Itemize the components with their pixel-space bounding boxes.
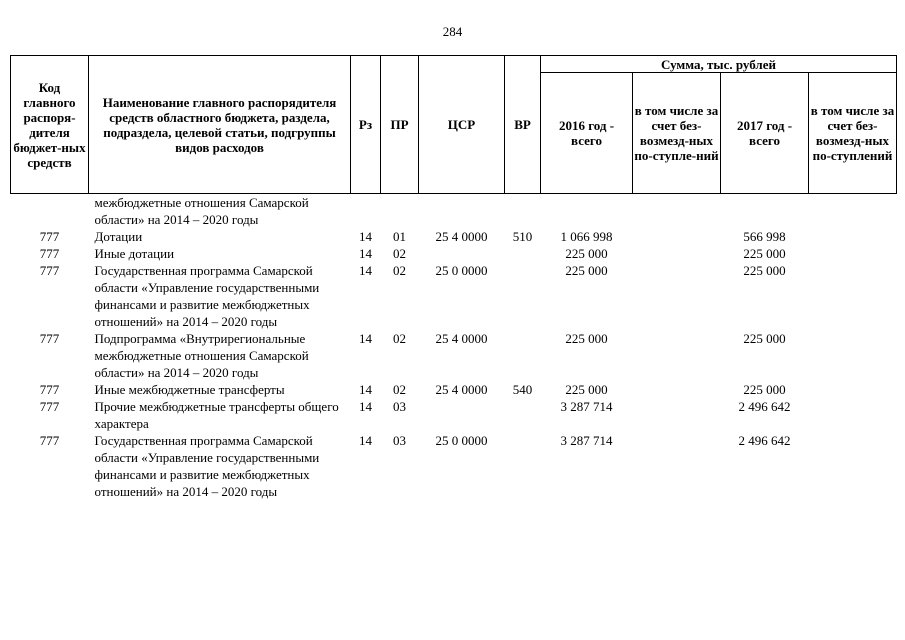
cell-s2016: 225 000 <box>565 246 608 261</box>
table-row <box>11 194 897 229</box>
cell-s2016f <box>633 330 721 381</box>
cell-code: 777 <box>39 246 60 261</box>
cell-s2016: 1 066 998 <box>560 229 613 244</box>
cell-s2017: 566 998 <box>743 229 786 244</box>
cell-code <box>11 194 89 229</box>
cell-code: 777 <box>39 433 60 448</box>
budget-table <box>10 55 897 500</box>
cell-csr <box>419 194 505 229</box>
cell-rz: 14 <box>359 399 372 414</box>
cell-s2017f <box>809 432 897 500</box>
header-2016-free: в том числе за счет без-возмезд-ных по-ступле-ний <box>633 73 721 194</box>
cell-csr: 25 4 0000 <box>435 331 488 346</box>
cell-s2017: 225 000 <box>743 382 786 397</box>
header-pr: ПР <box>381 56 419 194</box>
table-header <box>11 56 897 194</box>
cell-pr: 03 <box>393 399 406 414</box>
table-row <box>11 262 897 330</box>
cell-code: 777 <box>39 382 60 397</box>
header-rz: Рз <box>351 56 381 194</box>
cell-s2017: 225 000 <box>743 246 786 261</box>
cell-s2017: 225 000 <box>743 331 786 346</box>
cell-s2017: 2 496 642 <box>738 399 791 414</box>
cell-s2016f <box>633 432 721 500</box>
cell-code: 777 <box>39 399 60 414</box>
cell-vr <box>505 432 541 500</box>
cell-name: Подпрограмма «Внутрирегиональные межбюджетные отношения Самарской области» на 2014 – 2020 годы <box>94 331 309 380</box>
table-row <box>11 381 897 398</box>
cell-csr: 25 4 0000 <box>435 229 488 244</box>
cell-vr <box>505 330 541 381</box>
cell-s2017f <box>809 398 897 432</box>
cell-vr <box>505 194 541 229</box>
cell-s2017f <box>809 228 897 245</box>
cell-name: Иные дотации <box>94 246 175 261</box>
cell-rz <box>351 194 381 229</box>
cell-pr: 02 <box>393 382 406 397</box>
cell-pr: 02 <box>393 263 406 278</box>
cell-s2016: 225 000 <box>565 331 608 346</box>
table-body <box>11 194 897 501</box>
cell-rz: 14 <box>359 331 372 346</box>
cell-s2016f <box>633 245 721 262</box>
cell-name: Государственная программа Самарской области «Управление государственными финансами и развитие межбюджетных отношений» на 2014 – 2020 годы <box>94 433 320 499</box>
header-2016-total: 2016 год - всего <box>541 73 633 194</box>
cell-s2016f <box>633 262 721 330</box>
table-row <box>11 228 897 245</box>
cell-pr: 02 <box>393 331 406 346</box>
cell-s2016: 225 000 <box>565 382 608 397</box>
header-2017-total: 2017 год - всего <box>721 73 809 194</box>
cell-name: Иные межбюджетные трансферты <box>94 382 285 397</box>
table-row <box>11 432 897 500</box>
cell-vr <box>505 398 541 432</box>
cell-s2016: 3 287 714 <box>560 433 613 448</box>
cell-name: Прочие межбюджетные трансферты общего характера <box>94 399 339 431</box>
cell-code: 777 <box>39 263 60 278</box>
cell-s2016f <box>633 381 721 398</box>
header-2017-free: в том числе за счет без-возмезд-ных по-ступлений <box>809 73 897 194</box>
cell-rz: 14 <box>359 433 372 448</box>
cell-rz: 14 <box>359 229 372 244</box>
cell-pr: 01 <box>393 229 406 244</box>
cell-vr <box>505 245 541 262</box>
header-name: Наименование главного распорядителя средств областного бюджета, раздела, подраздела, целевой статьи, подгруппы видов расходов <box>89 56 351 194</box>
cell-code: 777 <box>39 331 60 346</box>
cell-s2016: 3 287 714 <box>560 399 613 414</box>
cell-csr: 25 0 0000 <box>435 263 488 278</box>
cell-s2017: 2 496 642 <box>738 433 791 448</box>
cell-pr: 02 <box>393 246 406 261</box>
cell-rz: 14 <box>359 263 372 278</box>
cell-csr: 25 0 0000 <box>435 433 488 448</box>
cell-s2017: 225 000 <box>743 263 786 278</box>
page-number: 284 <box>442 24 463 39</box>
table-row <box>11 330 897 381</box>
header-code: Код главного распоря-дителя бюджет-ных средств <box>11 56 89 194</box>
table-row <box>11 245 897 262</box>
cell-name: межбюджетные отношения Самарской области» на 2014 – 2020 годы <box>94 195 309 227</box>
cell-s2017f <box>809 330 897 381</box>
cell-name: Государственная программа Самарской области «Управление государственными финансами и развитие межбюджетных отношений» на 2014 – 2020 годы <box>94 263 320 329</box>
cell-vr <box>505 262 541 330</box>
cell-code: 777 <box>39 229 60 244</box>
cell-rz: 14 <box>359 246 372 261</box>
header-csr: ЦСР <box>419 56 505 194</box>
cell-s2016f <box>633 228 721 245</box>
table-row <box>11 398 897 432</box>
cell-s2016f <box>633 194 721 229</box>
cell-s2017 <box>721 194 809 229</box>
cell-s2016 <box>541 194 633 229</box>
cell-pr <box>381 194 419 229</box>
header-sum: Сумма, тыс. рублей <box>541 56 897 73</box>
cell-s2017f <box>809 262 897 330</box>
header-vr: ВР <box>505 56 541 194</box>
cell-vr: 540 <box>512 382 533 397</box>
cell-csr <box>419 245 505 262</box>
cell-s2017f <box>809 381 897 398</box>
cell-name: Дотации <box>94 229 143 244</box>
cell-rz: 14 <box>359 382 372 397</box>
cell-s2017f <box>809 194 897 229</box>
cell-csr: 25 4 0000 <box>435 382 488 397</box>
cell-s2017f <box>809 245 897 262</box>
cell-s2016f <box>633 398 721 432</box>
cell-csr <box>419 398 505 432</box>
cell-pr: 03 <box>393 433 406 448</box>
cell-vr: 510 <box>512 229 533 244</box>
cell-s2016: 225 000 <box>565 263 608 278</box>
